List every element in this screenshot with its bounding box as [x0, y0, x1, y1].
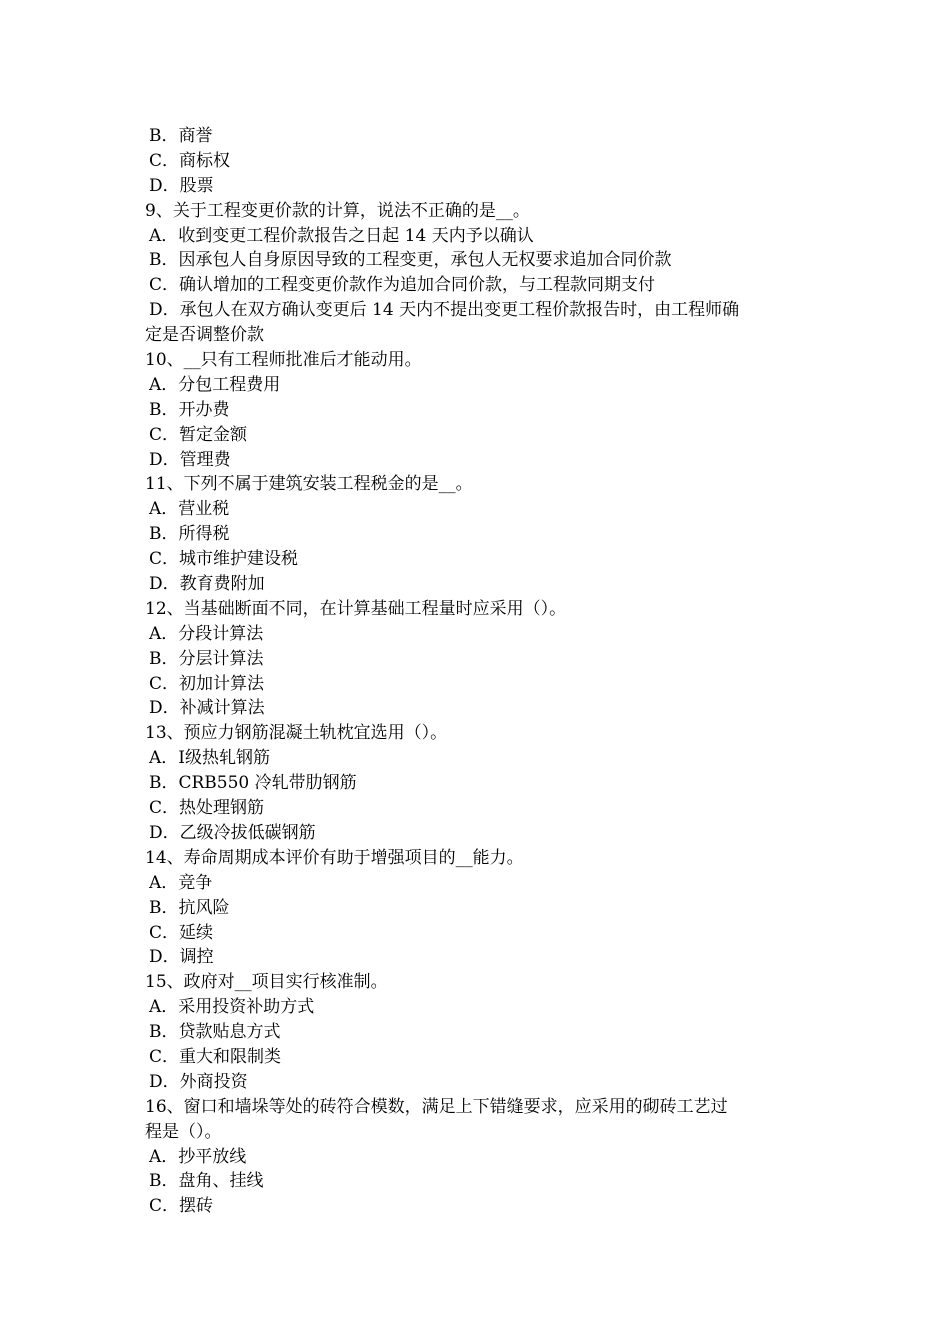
question-text: 15、政府对__项目实行核准制。 [145, 972, 388, 993]
answer-option: B．CRB550 冷轧带肋钢筋 [149, 773, 357, 794]
question-text: 16、窗口和墙垛等处的砖符合模数，满足上下错缝要求，应采用的砌砖工艺过 [145, 1096, 728, 1117]
answer-option: C．暂定金额 [149, 424, 248, 445]
question-text: 12、当基础断面不同，在计算基础工程量时应采用（）。 [145, 598, 567, 619]
answer-option: A．收到变更工程价款报告之日起 14 天内予以确认 [149, 225, 534, 246]
answer-option: C．城市维护建设税 [149, 549, 299, 570]
answer-option: B．商誉 [149, 126, 213, 146]
answer-option: B．开办费 [149, 399, 230, 420]
answer-option: A．抄平放线 [149, 1146, 247, 1167]
answer-option: A．分段计算法 [149, 623, 264, 644]
question-text: 14、寿命周期成本评价有助于增强项目的__能力。 [145, 847, 524, 868]
answer-option: C．初加计算法 [149, 673, 265, 694]
answer-option: D．乙级冷拔低碳钢筋 [149, 822, 316, 843]
answer-option: A．营业税 [149, 499, 230, 520]
answer-option: B．分层计算法 [149, 648, 264, 669]
question-text: 程是（）。 [145, 1121, 222, 1142]
question-text: 9、关于工程变更价款的计算，说法不正确的是__。 [145, 200, 530, 221]
answer-option: B．盘角、挂线 [149, 1171, 264, 1192]
answer-option: B．抗风险 [149, 897, 230, 918]
answer-option: B．因承包人自身原因导致的工程变更，承包人无权要求追加合同价款 [149, 250, 672, 271]
answer-option: D．调控 [149, 947, 214, 968]
answer-option: A．分包工程费用 [149, 374, 281, 395]
question-text: 13、预应力钢筋混凝土轨枕宜选用（）。 [145, 723, 448, 744]
answer-option: B．所得税 [149, 524, 230, 545]
answer-option: C．商标权 [149, 150, 231, 171]
answer-option: A．Ⅰ级热轧钢筋 [149, 748, 270, 769]
answer-option: C．摆砖 [149, 1196, 214, 1217]
answer-option: D．外商投资 [149, 1071, 248, 1092]
answer-option: C．热处理钢筋 [149, 798, 265, 819]
answer-option: B．贷款贴息方式 [149, 1022, 281, 1043]
question-text: 10、__只有工程师批准后才能动用。 [145, 350, 422, 371]
answer-option: D．股票 [149, 175, 214, 196]
answer-option: D．教育费附加 [149, 574, 265, 595]
question-text: 11、下列不属于建筑安装工程税金的是__。 [145, 474, 473, 495]
answer-option: C．重大和限制类 [149, 1046, 282, 1067]
answer-option: A．竞争 [149, 872, 213, 893]
answer-option: C．延续 [149, 922, 214, 943]
answer-option: A．采用投资补助方式 [149, 997, 315, 1018]
answer-option: D．承包人在双方确认变更后 14 天内不提出变更工程价款报告时，由工程师确 [149, 300, 740, 321]
answer-option: C．确认增加的工程变更价款作为追加合同价款，与工程款同期支付 [149, 275, 656, 296]
question-list [145, 124, 815, 1219]
answer-option: D．补减计算法 [149, 698, 265, 719]
question-text: 定是否调整价款 [145, 325, 264, 346]
answer-option: D．管理费 [149, 449, 231, 470]
